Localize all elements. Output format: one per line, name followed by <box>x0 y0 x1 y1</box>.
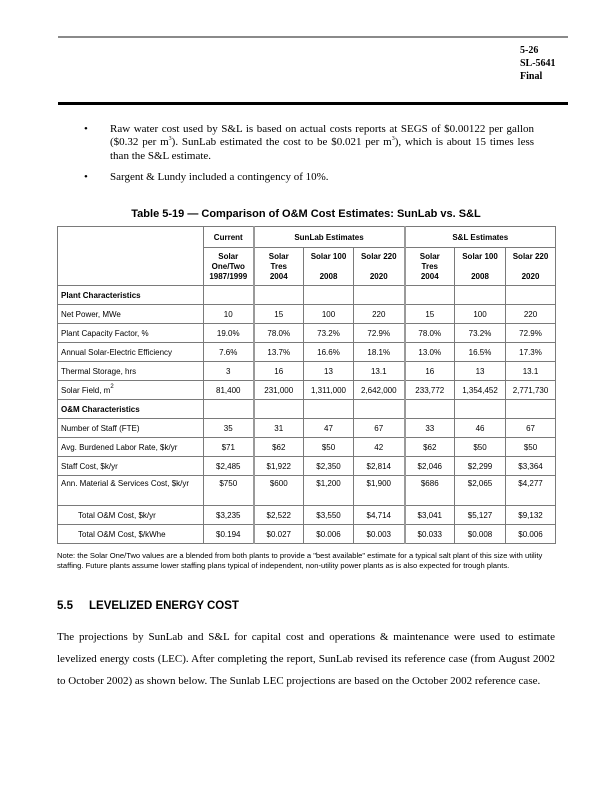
body-paragraph: The projections by SunLab and S&L for capital cost and operations & maintenance were used to estimate levelized energy costs (LEC). After completing the report, SunLab revised its reference case (from August 2002 to October 2002) as shown below. The Sunlab LEC projections are based on the October 2002 reference case. <box>57 631 555 687</box>
table-row-total: Total O&M Cost, $k/yr $3,235 $2,522 $3,550 $4,714 $3,041 $5,127 $9,132 <box>58 506 556 525</box>
table-row: Plant Capacity Factor, % 19.0% 78.0% 73.2% 72.9% 78.0% 73.2% 72.9% <box>58 324 556 343</box>
row-label: Annual Solar-Electric Efficiency <box>58 343 204 362</box>
header-rule <box>58 102 568 105</box>
bullet-icon: • <box>84 123 88 135</box>
table-row: Staff Cost, $k/yr $2,485 $1,922 $2,350 $2,814 $2,046 $2,299 $3,364 <box>58 457 556 476</box>
group-header-current: Current <box>204 227 254 248</box>
group-header-sunlab: SunLab Estimates <box>254 227 405 248</box>
row-label: Staff Cost, $k/yr <box>58 457 204 476</box>
bullet-item-water-cost: • Raw water cost used by S&L is based on actual costs reports at SEGS of $0.00122 per gallon ($0.32 per $m^3$). SunLab estimated the cost to be $0.021 per $m^3$), which is about 15 times less than the S&L estimate. <box>84 123 535 162</box>
section-row <box>58 286 556 305</box>
document-id: SL-5641 <box>520 58 556 69</box>
column-header: Solar 100 2008 <box>455 248 506 286</box>
table-row: Net Power, MWe 10 15 100 220 15 100 220 <box>58 305 556 324</box>
column-header: Solar Tres 2004 <box>254 248 304 286</box>
om-cost-table <box>57 226 556 544</box>
page-header <box>520 44 556 83</box>
table-row: Annual Solar-Electric Efficiency 7.6% 13.7% 16.6% 18.1% 13.0% 16.5% 17.3% <box>58 343 556 362</box>
bullet-icon: • <box>84 171 88 184</box>
group-header-sl: S&L Estimates <box>405 227 556 248</box>
table-row: Thermal Storage, hrs 3 16 13 13.1 16 13 13.1 <box>58 362 556 381</box>
table-row: Solar Field, $m^2$ 81,400 231,000 1,311,000 2,642,000 233,772 1,354,452 2,771,730 <box>58 381 556 400</box>
top-rule <box>58 36 568 38</box>
column-header: Solar 220 2020 <box>354 248 405 286</box>
table-note: Note: the Solar One/Two values are a blended from both plants to provide a "best available" estimate for a typical salt plant of this size with utility staffing. Future plants assume lower staffing plans typical of independent, non-utility power plants as is also expected for trough plants. <box>57 551 543 570</box>
row-label: Avg. Burdened Labor Rate, $k/yr <box>58 438 204 457</box>
column-header: Solar 220 2020 <box>506 248 556 286</box>
section-title: Plant Characteristics <box>58 286 204 305</box>
row-label: Total O&M Cost, $k/yr <box>58 506 204 525</box>
section-heading <box>57 600 239 612</box>
bullet-item-contingency: • Sargent & Lundy included a contingency of 10%. <box>84 171 329 184</box>
section-title: O&M Characteristics <box>58 400 204 419</box>
row-label: Number of Staff (FTE) <box>58 419 204 438</box>
column-header: Solar One/Two 1987/1999 <box>204 248 254 286</box>
document-status: Final <box>520 71 543 82</box>
bullet-list <box>84 123 534 193</box>
table-row: Avg. Burdened Labor Rate, $k/yr $71 $62 $50 42 $62 $50 $50 <box>58 438 556 457</box>
page-number: 5-26 <box>520 45 539 56</box>
empty-corner-cell <box>58 227 204 286</box>
group-header-row <box>58 227 556 248</box>
section-title: LEVELIZED ENERGY COST <box>89 600 239 612</box>
section-number: 5.5 <box>57 600 73 612</box>
row-label: Thermal Storage, hrs <box>58 362 204 381</box>
table-row: Ann. Material & Services Cost, $k/yr $750 $600 $1,200 $1,900 $686 $2,065 $4,277 <box>58 476 556 506</box>
table-title: Table 5-19 — Comparison of O&M Cost Estimates: SunLab vs. S&L <box>131 208 481 220</box>
table-row: Number of Staff (FTE) 35 31 47 67 33 46 67 <box>58 419 556 438</box>
section-row <box>58 400 556 419</box>
row-label: Plant Capacity Factor, % <box>58 324 204 343</box>
column-header: Solar Tres 2004 <box>405 248 455 286</box>
table-row-total: Total O&M Cost, $/kWhe $0.194 $0.027 $0.006 $0.003 $0.033 $0.008 $0.006 <box>58 525 556 544</box>
column-header: Solar 100 2008 <box>304 248 354 286</box>
row-label: Total O&M Cost, $/kWhe <box>58 525 204 544</box>
row-label: Ann. Material & Services Cost, $k/yr <box>58 476 204 506</box>
row-label: Net Power, MWe <box>58 305 204 324</box>
row-label: Solar Field, $m^2$ <box>58 381 204 400</box>
